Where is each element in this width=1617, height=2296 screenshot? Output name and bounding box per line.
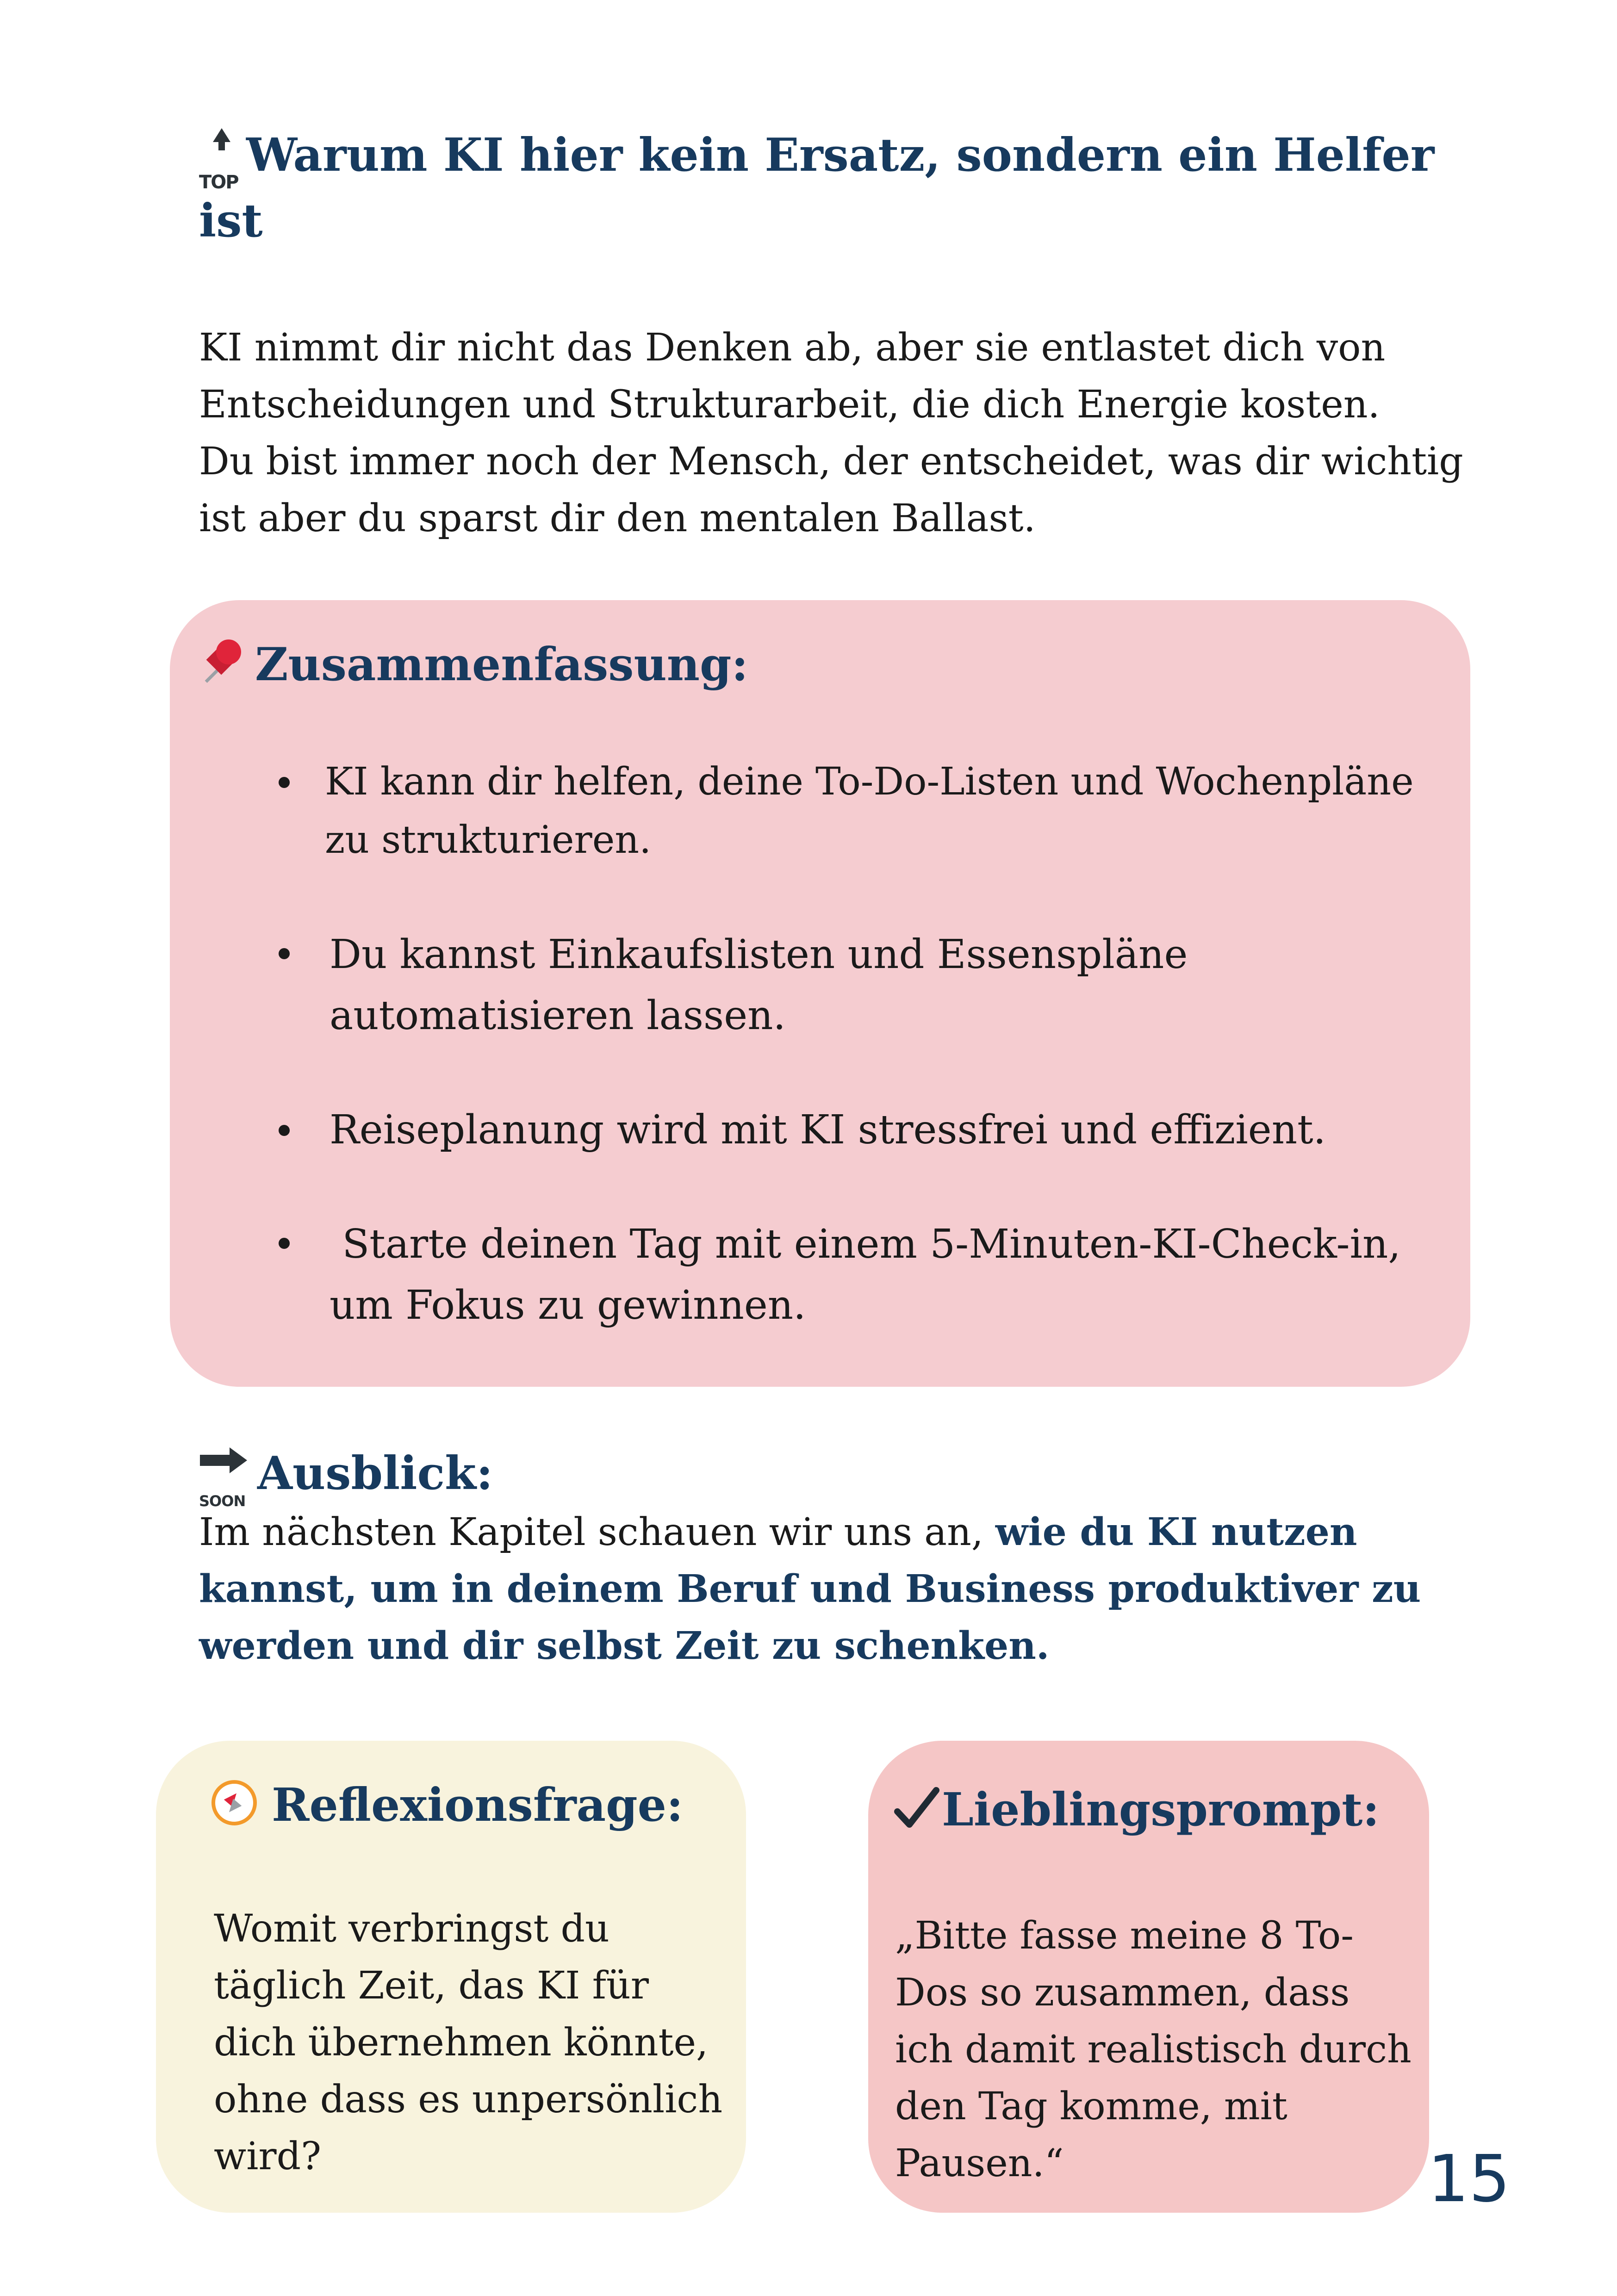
checkmark-icon	[894, 1786, 940, 1832]
list-item: Starte deinen Tag mit einem 5-Minuten-KI-Check-in, um Fokus zu gewinnen.	[279, 1214, 1436, 1336]
lieblingsprompt-box	[868, 1741, 1429, 2213]
summary-title	[198, 637, 748, 693]
summary-box	[170, 600, 1470, 1387]
pushpin-icon	[198, 638, 249, 684]
soon-arrow-icon: SOON	[199, 1444, 250, 1492]
page-number: 15	[1428, 2141, 1511, 2217]
intro-paragraph-1: KI nimmt dir nicht das Denken ab, aber sie entlastet dich von Entscheidungen und Strukturarbeit, die dich Energie kosten.	[199, 326, 1386, 427]
list-item: KI kann dir helfen, deine To-Do-Listen und Wochenpläne zu strukturieren.	[279, 753, 1436, 869]
compass-icon	[211, 1780, 257, 1825]
reflexion-title	[211, 1778, 683, 1833]
intro-paragraph-2: Du bist immer noch der Mensch, der entscheidet, was dir wichtig ist aber du sparst dir den mentalen Ballast.	[199, 440, 1463, 540]
ausblick-title-text: Ausblick:	[257, 1447, 493, 1500]
summary-title-text: Zusammenfassung:	[255, 638, 748, 691]
lieblingsprompt-text: „Bitte fasse meine 8 To-Dos so zusammen, dass ich damit realistisch durch den Tag komme, mit Pausen.“	[895, 1914, 1412, 2185]
ausblick-text-highlight: wie du KI nutzen kannst, um in deinem Beruf und Business produktiver zu werden und dir selbst Zeit zu schenken.	[199, 1510, 1421, 1668]
section-heading-text: Warum KI hier kein Ersatz, sondern ein Helfer ist	[199, 129, 1435, 248]
reflexion-box	[156, 1741, 746, 2213]
ausblick-heading	[199, 1444, 493, 1510]
top-arrow-icon: TOP	[199, 128, 244, 173]
lieblingsprompt-title-text: Lieblingsprompt:	[942, 1783, 1380, 1837]
reflexion-text: Womit verbringst du täglich Zeit, das KI für dich übernehmen könnte, ohne dass es unpersönlich wird?	[214, 1907, 723, 2178]
section-heading	[199, 123, 1458, 254]
intro-text	[199, 319, 1486, 547]
list-item: Reiseplanung wird mit KI stressfrei und effizient.	[279, 1101, 1436, 1159]
reflexion-title-text: Reflexionsfrage:	[272, 1779, 684, 1832]
summary-list	[279, 753, 1436, 1336]
lieblingsprompt-title	[894, 1782, 1380, 1838]
list-item: Du kannst Einkaufslisten und Essenspläne automatisieren lassen.	[279, 924, 1436, 1046]
ausblick-text	[199, 1504, 1476, 1675]
ausblick-text-plain: Im nächsten Kapitel schauen wir uns an,	[199, 1510, 995, 1554]
